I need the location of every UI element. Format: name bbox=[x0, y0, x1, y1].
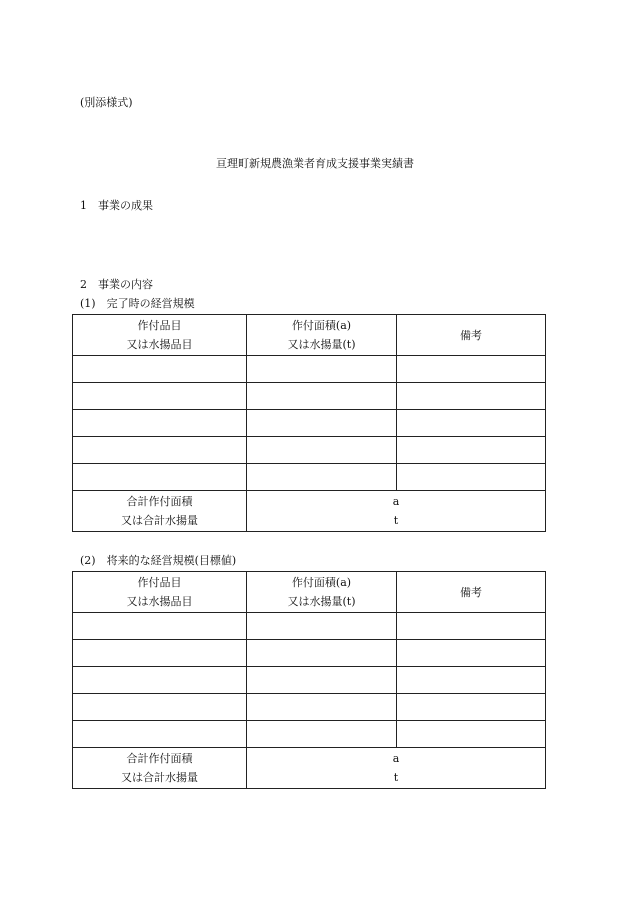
total-label-text: 合計作付面積 bbox=[126, 495, 193, 508]
cell-item[interactable] bbox=[73, 613, 247, 640]
table-row bbox=[73, 410, 546, 437]
cell-remarks[interactable] bbox=[397, 383, 546, 410]
header-text: 又は水揚品目 bbox=[126, 338, 193, 351]
cell-remarks[interactable] bbox=[397, 437, 546, 464]
table-header-row bbox=[73, 315, 546, 356]
cell-amount[interactable] bbox=[247, 613, 397, 640]
header-text: 作付面積(a) bbox=[291, 319, 352, 332]
header-text: 又は水揚量(t) bbox=[287, 595, 356, 608]
header-remarks: 備考 bbox=[397, 572, 546, 613]
total-value[interactable] bbox=[247, 491, 546, 532]
cell-item[interactable] bbox=[73, 437, 247, 464]
cell-remarks[interactable] bbox=[397, 356, 546, 383]
cell-remarks[interactable] bbox=[397, 721, 546, 748]
cell-item[interactable] bbox=[73, 694, 247, 721]
cell-item[interactable] bbox=[73, 356, 247, 383]
total-label-text: 合計作付面積 bbox=[126, 752, 193, 765]
total-value[interactable] bbox=[247, 748, 546, 789]
header-area-amount bbox=[247, 572, 397, 613]
cell-amount[interactable] bbox=[247, 437, 397, 464]
cell-amount[interactable] bbox=[247, 667, 397, 694]
completion-scale-table bbox=[72, 314, 546, 532]
cell-amount[interactable] bbox=[247, 640, 397, 667]
cell-amount[interactable] bbox=[247, 410, 397, 437]
table-row bbox=[73, 640, 546, 667]
header-crop-item bbox=[73, 315, 247, 356]
table-row bbox=[73, 464, 546, 491]
document-title: 亘理町新規農漁業者育成支援事業実績書 bbox=[216, 157, 414, 170]
cell-item[interactable] bbox=[73, 640, 247, 667]
target-scale-table bbox=[72, 571, 546, 789]
table-row bbox=[73, 383, 546, 410]
cell-item[interactable] bbox=[73, 383, 247, 410]
section-heading-results: 1 事業の成果 bbox=[80, 199, 153, 212]
cell-item[interactable] bbox=[73, 667, 247, 694]
cell-item[interactable] bbox=[73, 410, 247, 437]
total-unit-area: a bbox=[392, 752, 400, 765]
form-label: (別添様式) bbox=[80, 96, 133, 109]
cell-amount[interactable] bbox=[247, 383, 397, 410]
cell-remarks[interactable] bbox=[397, 464, 546, 491]
table-header-row bbox=[73, 572, 546, 613]
header-remarks: 備考 bbox=[397, 315, 546, 356]
table-row bbox=[73, 437, 546, 464]
subheading-target-scale: (2) 将来的な経営規模(目標値) bbox=[80, 554, 237, 567]
total-unit-weight: t bbox=[393, 771, 399, 784]
total-row bbox=[73, 491, 546, 532]
cell-remarks[interactable] bbox=[397, 640, 546, 667]
total-label bbox=[73, 748, 247, 789]
table-row bbox=[73, 613, 546, 640]
header-crop-item bbox=[73, 572, 247, 613]
table-row bbox=[73, 694, 546, 721]
table-row bbox=[73, 667, 546, 694]
cell-amount[interactable] bbox=[247, 464, 397, 491]
header-text: 作付面積(a) bbox=[291, 576, 352, 589]
cell-remarks[interactable] bbox=[397, 694, 546, 721]
subheading-completion-scale: (1) 完了時の経営規模 bbox=[80, 297, 195, 310]
cell-item[interactable] bbox=[73, 721, 247, 748]
table-row bbox=[73, 721, 546, 748]
header-text: 作付品目 bbox=[137, 319, 182, 332]
cell-remarks[interactable] bbox=[397, 613, 546, 640]
header-text: 作付品目 bbox=[137, 576, 182, 589]
table-row bbox=[73, 356, 546, 383]
cell-amount[interactable] bbox=[247, 721, 397, 748]
section-heading-contents: 2 事業の内容 bbox=[80, 278, 153, 291]
cell-remarks[interactable] bbox=[397, 410, 546, 437]
cell-remarks[interactable] bbox=[397, 667, 546, 694]
cell-amount[interactable] bbox=[247, 356, 397, 383]
cell-amount[interactable] bbox=[247, 694, 397, 721]
header-area-amount bbox=[247, 315, 397, 356]
cell-item[interactable] bbox=[73, 464, 247, 491]
total-row bbox=[73, 748, 546, 789]
header-text: 又は水揚量(t) bbox=[287, 338, 356, 351]
total-unit-weight: t bbox=[393, 514, 399, 527]
total-unit-area: a bbox=[392, 495, 400, 508]
total-label-text: 又は合計水揚量 bbox=[121, 771, 198, 784]
header-text: 又は水揚品目 bbox=[126, 595, 193, 608]
total-label bbox=[73, 491, 247, 532]
total-label-text: 又は合計水揚量 bbox=[121, 514, 198, 527]
